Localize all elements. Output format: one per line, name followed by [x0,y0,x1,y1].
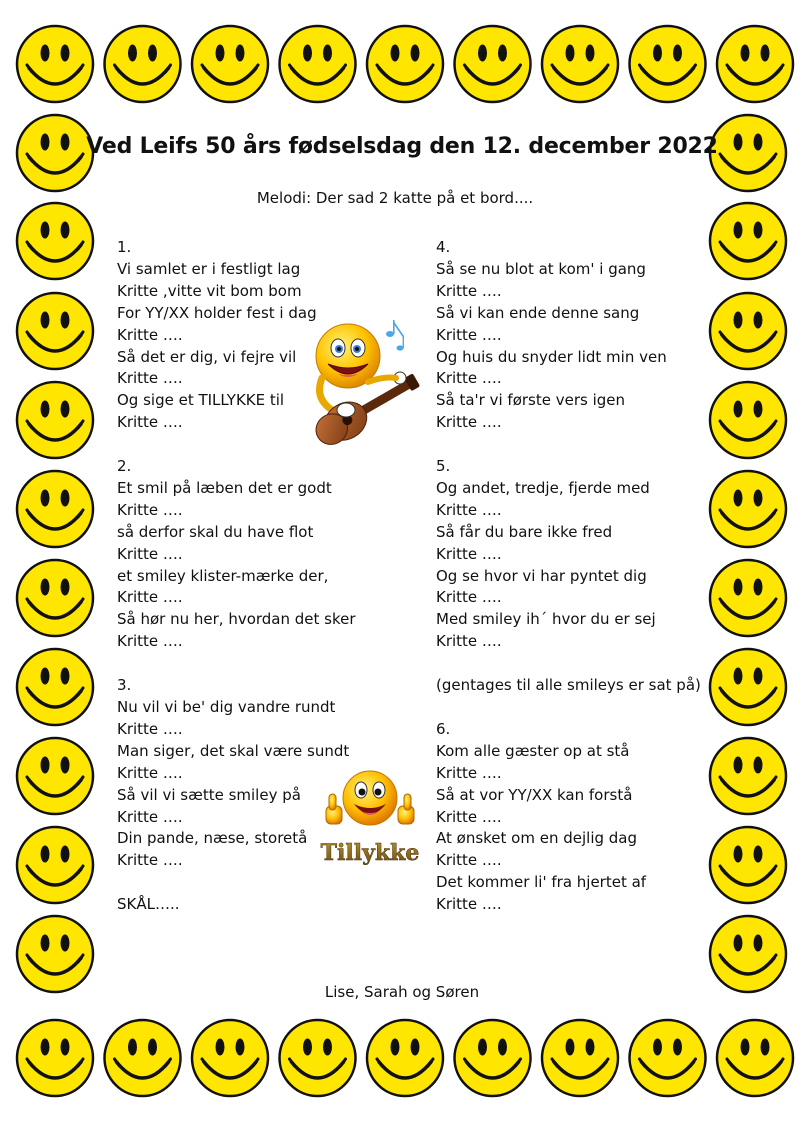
smiley-face-icon [455,26,531,102]
signature: Lise, Sarah og Søren [324,983,480,1001]
verse-line: Kritte …. [117,719,183,738]
verse-line: Kritte …. [436,588,502,607]
smiley-face-icon [630,26,706,102]
smiley-face-icon [17,203,93,279]
smiley-face-icon [542,26,618,102]
smiley-face-icon [192,1020,268,1096]
verse-line: Så får du bare ikke fred [436,522,613,541]
smiley-face-icon [542,1020,618,1096]
smiley-face-icon [17,26,93,102]
verse-line: Kritte …. [117,500,183,519]
smiley-face-icon [710,916,786,992]
verse-line: Kritte …. [436,500,502,519]
smiley-face-icon [17,827,93,903]
smiley-face-icon [17,649,93,725]
right-column [436,237,701,938]
verse-line: Din pande, næse, storetå [117,829,308,848]
verse-line: At ønsket om en dejlig dag [436,829,638,848]
smiley-face-icon [710,471,786,547]
verse-line: Kritte …. [436,544,502,563]
smiley-face-icon [17,1020,93,1096]
tillykke-label: Tillykke [320,840,420,866]
smiley-face-icon [710,382,786,458]
smiley-face-icon [710,827,786,903]
smiley-face-icon [710,738,786,814]
smiley-face-icon [17,293,93,369]
smiley-face-icon [367,1020,443,1096]
verse-line: Så det er dig, vi fejre vil [117,347,297,366]
verse-line: Og andet, tredje, fjerde med [436,478,650,497]
verse-line: Kom alle gæster op at stå [436,741,630,760]
verse-line: Kritte …. [117,369,183,388]
verse-line: Man siger, det skal være sundt [117,741,350,760]
verse-line: Og sige et TILLYKKE til [117,391,285,410]
verse-line: Så ta'r vi første vers igen [436,391,626,410]
verse-line: Så vil vi sætte smiley på [117,785,301,804]
smiley-face-icon [17,382,93,458]
verse-number: 1. [117,238,132,256]
verse-line: Kritte …. [117,544,183,563]
verse-line: For YY/XX holder fest i dag [117,303,317,322]
verse-line: Og se hvor vi har pyntet dig [436,566,647,585]
smiley-face-icon [710,203,786,279]
smiley-face-icon [17,738,93,814]
smiley-face-icon [105,26,181,102]
verse-line: Kritte …. [436,632,502,651]
smiley-face-icon [717,1020,793,1096]
verse-6 [436,719,701,916]
smiley-face-icon [710,649,786,725]
verse-number: 4. [436,238,451,256]
verse-number: 2. [117,457,132,476]
verse-number: 3. [117,676,132,695]
verse-line: Så at vor YY/XX kan forstå [436,785,633,804]
verse-line: Kritte …. [436,325,502,344]
verse-line: Med smiley ih´ hvor du er sej [436,610,656,629]
verse-4 [436,237,701,434]
verse-line: Kritte …. [436,763,502,782]
verse-line: Vi samlet er i festligt lag [117,259,301,278]
smiley-face-icon [17,471,93,547]
smiley-face-icon [367,26,443,102]
verse-line: så derfor skal du have flot [117,522,314,541]
verse-line: Kritte …. [117,851,183,870]
verse-line: Kritte …. [117,807,183,826]
smiley-face-icon [455,1020,531,1096]
verse-line: Så se nu blot at kom' i gang [436,259,646,278]
verse-line: Kritte …. [436,895,502,914]
smiley-face-icon [17,560,93,636]
verse-line: Kritte …. [436,807,502,826]
melody-line: Melodi: Der sad 2 katte på et bord.... [256,189,534,207]
smiley-face-icon [280,1020,356,1096]
verse-line: Kritte …. [436,851,502,870]
closing-cheer: SKÅL….. [117,895,180,914]
verse-line: Så hør nu her, hvordan det sker [117,610,356,629]
verse-line: Kritte …. [436,281,502,300]
verse-5 [436,456,701,653]
smiley-face-icon [710,293,786,369]
verse-2 [117,456,356,653]
smiley-face-icon [710,560,786,636]
verse-line: Kritte …. [117,632,183,651]
verse-line: Kritte …. [436,413,502,432]
smiley-face-icon [280,26,356,102]
verse-line: et smiley klister-mærke der, [117,566,329,585]
verse-line: Kritte …. [117,763,183,782]
verse-line: Så vi kan ende denne sang [436,303,640,322]
verse-line: Kritte …. [436,369,502,388]
verse-line: Kritte ,vitte vit bom bom [117,281,302,300]
verse-number: 5. [436,457,451,476]
smiley-face-icon [192,26,268,102]
verse-line: Kritte …. [117,588,183,607]
smiley-face-icon [105,1020,181,1096]
verse-line: Kritte …. [117,325,183,344]
page-title: Ved Leifs 50 års fødselsdag den 12. december 2022 [86,134,718,159]
repeat-note: (gentages til alle smileys er sat på) [436,676,701,695]
verse-number: 6. [436,719,451,738]
verse-line: Nu vil vi be' dig vandre rundt [117,698,336,716]
guitar-smiley-icon [304,318,424,448]
verse-line: Kritte …. [117,413,183,432]
thumbs-up-smiley-icon [318,768,422,868]
verse-line: Og huis du snyder lidt min ven [436,347,667,366]
smiley-face-icon [17,916,93,992]
verse-line: Et smil på læben det er godt [117,478,332,497]
verse-line: Det kommer li' fra hjertet af [436,873,647,892]
smiley-face-icon [717,26,793,102]
smiley-face-icon [630,1020,706,1096]
